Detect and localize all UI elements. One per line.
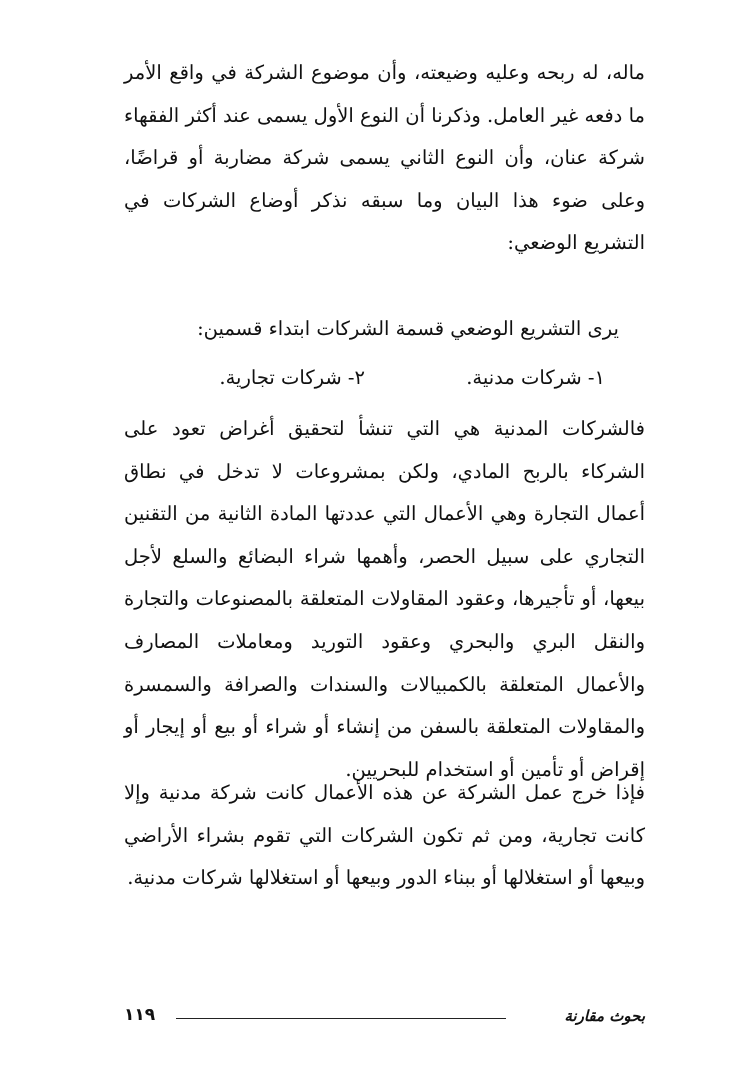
- paragraph-1: ماله، له ربحه وعليه وضيعته، وأن موضوع الشركة في واقع الأمر ما دفعه غير العامل. وذكرنا أن النوع الأول يسمى عند أكثر الفقهاء شركة عنان، وأن النوع الثاني يسمى شركة مضاربة أو قراضًا، وعلى ضوء هذا البيان وما سبقه نذكر أوضاع الشركات في التشريع الوضعي:: [124, 61, 645, 255]
- list-item-commercial-companies: ٢- شركات تجارية.: [219, 366, 365, 389]
- paragraph-3: فالشركات المدنية هي التي تنشأ لتحقيق أغراض تعود على الشركاء بالربح المادي، ولكن بمشروعات لا تدخل في نطاق أعمال التجارة وهي الأعمال التي عددتها المادة الثانية من التقنين التجاري على سبيل الحصر، وأهمها شراء البضائع والسلع لأجل بيعها، أو تأجيرها، وعقود المقاولات المتعلقة بالمصنوعات والتجارة والنقل البري والبحري وعقود التوريد ومعاملات المصارف والأعمال المتعلقة بالكمبيالات والسندات والصرافة والسمسرة والمقاولات المتعلقة بالسفن من إنشاء أو شراء أو بيع أو إيجار أو إقراض أو تأمين أو استخدام للبحريين.: [124, 417, 645, 781]
- paragraph-2: يرى التشريع الوضعي قسمة الشركات ابتداء قسمين:: [197, 317, 619, 340]
- company-types-list: [124, 357, 605, 399]
- paragraph-4: فإذا خرج عمل الشركة عن هذه الأعمال كانت شركة مدنية وإلا كانت تجارية، ومن ثم تكون الشركات التي تقوم بشراء الأراضي وبيعها أو استغلالها أو ببناء الدور وبيعها أو استغلالها شركات مدنية.: [124, 781, 645, 890]
- page-number: ١١٩: [124, 1005, 156, 1025]
- page-footer: [124, 1002, 645, 1032]
- footer-divider: [176, 1018, 506, 1019]
- list-item-civil-companies: ١- شركات مدنية.: [466, 366, 605, 389]
- running-title: بحوث مقارنة: [564, 1007, 645, 1025]
